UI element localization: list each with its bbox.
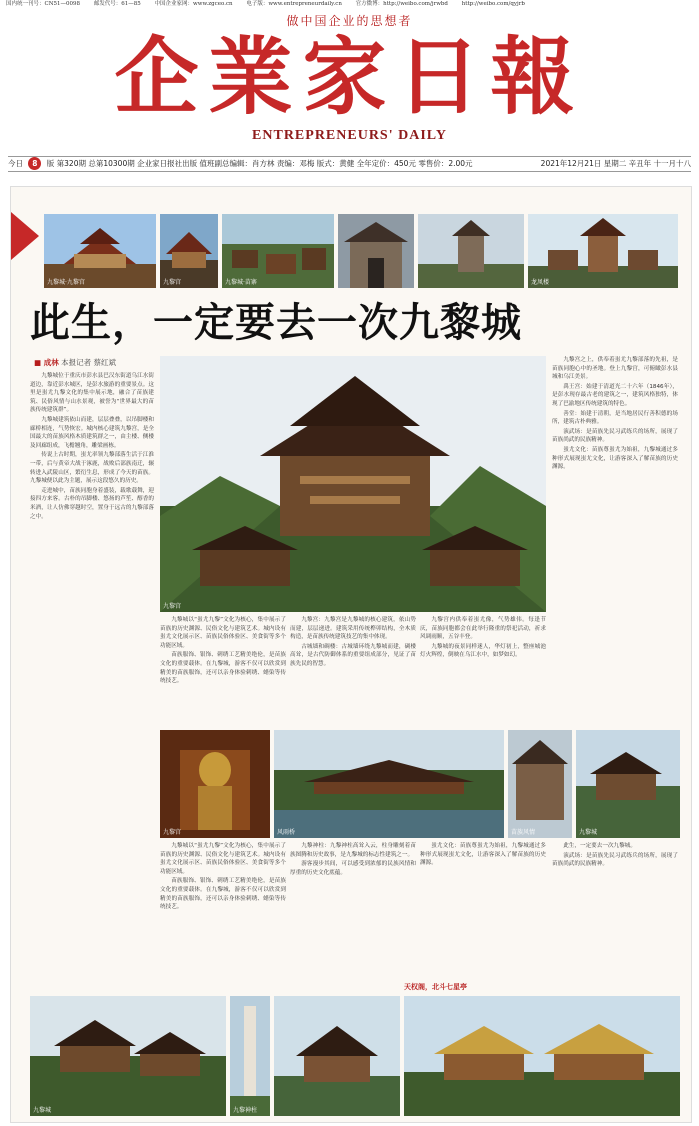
paragraph: 九黎城以“蚩尤九黎”文化为核心，集中展示了苗族的历史渊源、民俗文化与建筑艺术。城内设有蚩尤文化展示区、苗族民俗体验区、美食街等多个功能区域。 <box>160 843 286 875</box>
top-info-bar <box>0 0 699 9</box>
article-column-8 <box>420 842 546 992</box>
red-arrow-decoration <box>11 212 39 260</box>
today-label: 今日 <box>8 159 23 168</box>
top-info-item: 官方微博：http://weibo.com/jrwbd <box>355 1 448 7</box>
photo-caption: 九黎城 <box>33 1107 52 1114</box>
paragraph: 禹王宫：始建于清道光二十六年（1846年），是彭水现存最古老的建筑之一，建筑风格独特，体现了巴渝地区传统建筑的特色。 <box>552 383 678 407</box>
city-photo-image <box>576 730 680 838</box>
article-column-9 <box>552 842 678 992</box>
paragraph: 九黎城位于重庆市彭水县巴汉东街道乌江水街道边，靠近彭水城区，是彭水旅游的重要景点。这里是蚩尤九黎文化的集中展示地，融合了苗族建筑、民俗风情与山水景观，被誉为“世界最大的苗族传统建筑群”。 <box>30 373 154 414</box>
photo-top-1 <box>44 214 156 288</box>
article-column-1 <box>30 372 154 987</box>
paragraph: 蚩尤文化：苗族尊蚩尤为始祖，九黎城通过多种形式展现蚩尤文化，让游客深入了解苗族的历史渊源。 <box>420 843 546 867</box>
article-byline <box>34 357 116 368</box>
top-info-item: 中国企业家网：www.zgceo.cn <box>154 1 233 7</box>
paragraph: 蚩尤文化：苗族尊蚩尤为始祖，九黎城通过多种形式展现蚩尤文化，让游客深入了解苗族的历史渊源。 <box>552 446 678 471</box>
article-column-3 <box>290 616 416 726</box>
article-column-5 <box>552 356 678 728</box>
main-photo <box>160 356 546 612</box>
issue-details: 版 第320期 总第10300期 企业家日报社出版 值班副总编辑：肖方林 责编：邓梅 版式：黄健 全年定价：450元 零售价：2.00元 <box>46 159 473 168</box>
photo-bottom-3 <box>274 996 400 1116</box>
photo-caption: 九黎城 <box>579 829 598 836</box>
photo-mid-2 <box>274 730 504 838</box>
pavilion-bottom-image <box>274 996 400 1116</box>
photo-caption: 龙凤楼 <box>531 279 550 286</box>
folk-culture-photo-image <box>508 730 572 838</box>
photo-caption: 九黎城·九黎宫 <box>47 279 85 286</box>
seven-star-pavilion-image <box>404 996 680 1116</box>
paragraph: 九黎城以“蚩尤九黎”文化为核心，集中展示了苗族的历史渊源、民俗文化与建筑艺术。城内设有蚩尤文化展示区、苗族民俗体验区、美食街等多个功能区域。 <box>160 617 286 649</box>
issue-info-bar <box>8 156 691 172</box>
photo-top-2 <box>160 214 218 288</box>
totem-pillar-image <box>230 996 270 1116</box>
photo-mid-4 <box>576 730 680 838</box>
photo-top-4 <box>338 214 414 288</box>
paragraph: 古城墙和碉楼：古城墙环绕九黎城而建，碉楼高耸，是古代防御体系的重要组成部分，见证了苗族先民的智慧。 <box>290 643 416 667</box>
masthead-title: 企業家日報 <box>114 27 585 126</box>
bottom-photo-label: 天权阁，北斗七星亭 <box>404 983 467 991</box>
photo-mid-1 <box>160 730 270 838</box>
paragraph: 演武场：是苗族先民习武练兵的场所，展现了苗族尚武的民族精神。 <box>552 428 678 444</box>
top-info-item: 电子版：www.entrepreneurdaily.cn <box>246 1 342 7</box>
city-overview-image <box>30 996 226 1116</box>
photo-caption: 九黎宫 <box>163 603 182 610</box>
article-column-2 <box>160 616 286 726</box>
masthead-slogan: 做中国企业的思想者 <box>286 14 413 28</box>
article-column-6 <box>160 842 286 992</box>
photo-top-6 <box>528 214 678 288</box>
paragraph: 九黎宫：九黎宫是九黎城的核心建筑，依山势而建，层层递进。建筑采用传统榫卯结构，全木质构造，是苗族传统建筑技艺的集中体现。 <box>290 617 416 641</box>
paragraph: 九黎神柱：九黎神柱高耸入云，柱身雕刻着苗族图腾和历史故事，是九黎城的标志性建筑之一。 <box>290 843 416 858</box>
paragraph: 游客漫步其间，可以感受到浓郁的民族风情和厚重的历史文化底蕴。 <box>290 861 416 876</box>
byline-author: ■ 成林 <box>34 358 59 367</box>
photo-caption: 风雨桥 <box>277 829 296 836</box>
top-info-item: 邮发代号：61—85 <box>93 1 141 7</box>
paragraph: 九黎城的夜景同样迷人，华灯初上，整座城池灯火辉煌，倒映在乌江水中，如梦如幻。 <box>420 643 546 659</box>
tower-photo-image <box>418 214 524 288</box>
photo-bottom-4 <box>404 996 680 1116</box>
photo-top-5 <box>418 214 524 288</box>
byline-reporters: 本报记者 蔡红斌 <box>61 358 116 367</box>
paragraph: 九黎宫内供奉着蚩尤像，气势雄伟。每逢节庆，苗族同胞都会在此举行隆重的祭祀活动，祈求风调雨顺，五谷丰登。 <box>420 617 546 641</box>
dragon-phoenix-tower-image <box>528 214 678 288</box>
top-info-item: 国内统一刊号：CN51—0098 <box>6 1 81 7</box>
photo-top-3 <box>222 214 334 288</box>
photo-caption: 九黎宫 <box>163 279 182 286</box>
paragraph: 演武场：是苗族先民习武练兵的场所，展现了苗族尚武的民族精神。 <box>552 852 678 868</box>
paragraph: 善堂：始建于清朝，是当地居民行善积德的场所，建筑古朴典雅。 <box>552 410 678 426</box>
page-number-badge: 8 <box>28 157 41 170</box>
photo-bottom-1 <box>30 996 226 1116</box>
paragraph: 苗族服饰、银饰、刺绣工艺精美绝伦，是苗族文化的重要载体。在九黎城，游客不仅可以欣赏到精美的苗族服饰，还可以亲身体验刺绣、蜡染等传统技艺。 <box>160 878 286 911</box>
photo-caption: 苗族风情 <box>511 829 536 836</box>
issue-date: 2021年12月21日 星期二 辛丑年 十一月十八 <box>540 159 691 168</box>
masthead-subtitle: ENTREPRENEURS' DAILY <box>252 128 447 143</box>
article-headline: 此生，一定要去一次九黎城 <box>30 299 522 346</box>
article-column-7 <box>290 842 416 992</box>
paragraph: 走进城中，苗族同胞身着盛装，载歌载舞，迎接四方来客。古朴的吊脚楼、悠扬的芦笙、醇香的米酒，让人仿佛穿越时空，置身于远古的九黎部落之中。 <box>30 487 154 520</box>
paragraph: 此生，一定要去一次九黎城。 <box>563 843 636 849</box>
paragraph: 九黎宫之上，供奉着蚩尤九黎部落的先祖，是苗族同胞心中的圣地。登上九黎宫，可俯瞰彭水县城和乌江美景。 <box>552 357 678 381</box>
statue-photo-image <box>160 730 270 838</box>
photo-mid-3 <box>508 730 572 838</box>
photo-caption: 九黎神柱 <box>233 1107 258 1114</box>
gate-photo-image <box>338 214 414 288</box>
paragraph: 九黎城建筑依山而建，层层叠叠，以吊脚楼和廊桥相连，气势恢宏。城内核心建筑九黎宫，是全国最大的苗族风格木质建筑群之一，由主楼、侧楼及回廊组成，飞檐翘角，雕梁画栋。 <box>30 416 154 449</box>
jiuli-palace-photo-image <box>160 356 546 612</box>
photo-caption: 九黎宫 <box>163 829 182 836</box>
paragraph: 苗族服饰、银饰、刺绣工艺精美绝伦，是苗族文化的重要载体。在九黎城，游客不仅可以欣赏到精美的苗族服饰，还可以亲身体验刺绣、蜡染等传统技艺。 <box>160 652 286 685</box>
top-info-item: http://weibo.com/qyjrb <box>461 1 525 7</box>
photo-bottom-2 <box>230 996 270 1116</box>
photo-caption: 九黎城·苗寨 <box>225 279 257 286</box>
bridge-photo-image <box>274 730 504 838</box>
paragraph: 传说上古时期，蚩尤率领九黎部落生活于江淮一带，后与黄帝大战于涿鹿，战败后部族南迁，辗转进入武陵山区，繁衍生息，形成了今天的苗族。九黎城便以此为主题，展示这段悠久的历史。 <box>30 452 154 485</box>
article-column-4 <box>420 616 546 726</box>
